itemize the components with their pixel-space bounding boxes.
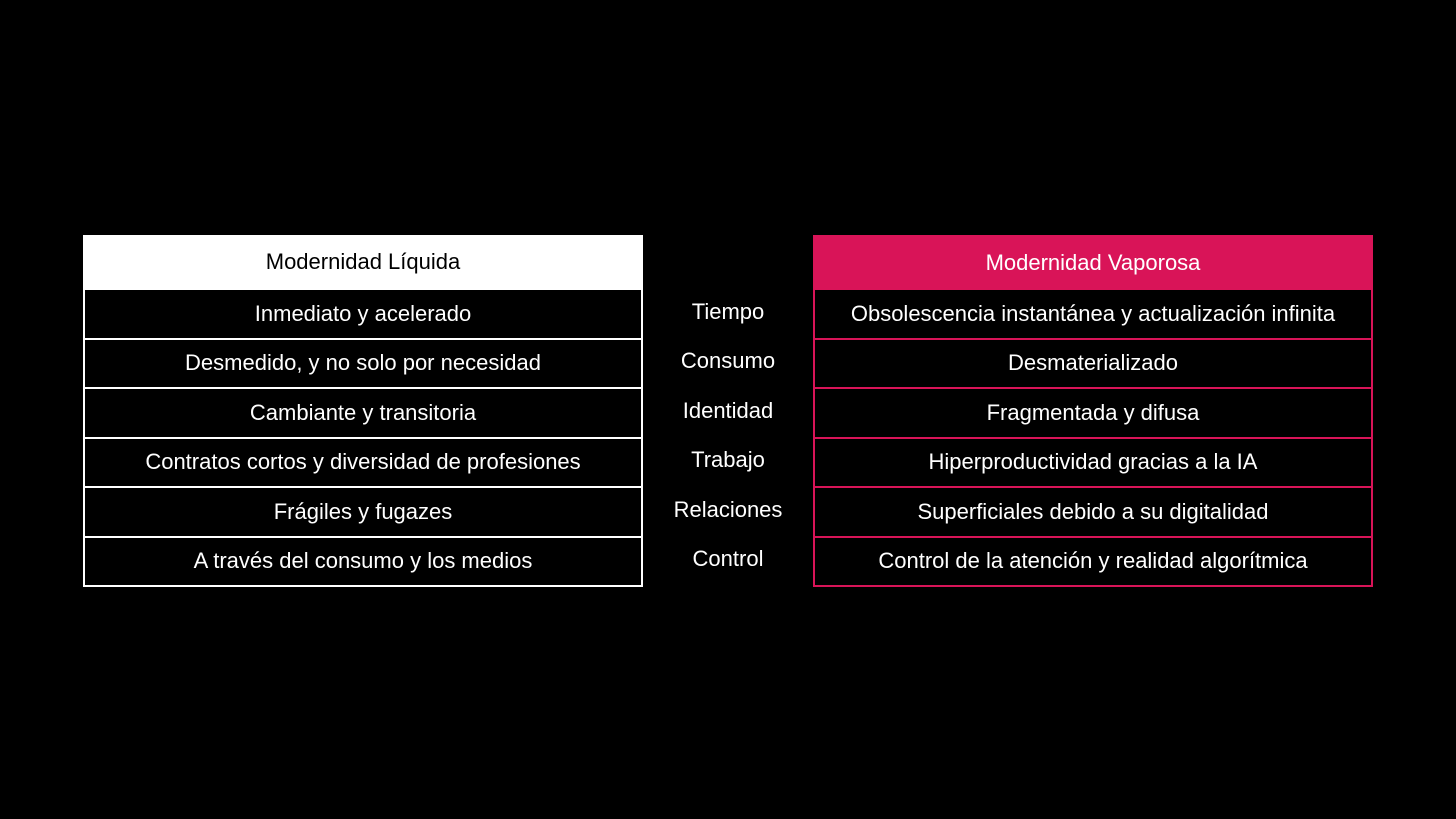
category-trabajo: Trabajo (691, 447, 765, 473)
category-spacer (643, 235, 813, 286)
category-control: Control (692, 546, 764, 572)
liquid-modernity-header: Modernidad Líquida (85, 237, 641, 288)
liquid-row-trabajo: Contratos cortos y diversidad de profesiones (85, 437, 641, 487)
vaporous-row-tiempo: Obsolescencia instantánea y actualización infinita (815, 288, 1371, 338)
vaporous-row-identidad: Fragmentada y difusa (815, 387, 1371, 437)
liquid-modernity-table (83, 235, 643, 587)
vaporous-modernity-header: Modernidad Vaporosa (815, 237, 1371, 288)
liquid-row-tiempo: Inmediato y acelerado (85, 288, 641, 338)
liquid-row-relaciones: Frágiles y fugazes (85, 486, 641, 536)
vaporous-row-trabajo: Hiperproductividad gracias a la IA (815, 437, 1371, 487)
liquid-row-control: A través del consumo y los medios (85, 536, 641, 586)
vaporous-row-relaciones: Superficiales debido a su digitalidad (815, 486, 1371, 536)
category-column (643, 235, 813, 583)
category-consumo: Consumo (680, 348, 776, 374)
category-relaciones: Relaciones (673, 496, 783, 522)
vaporous-modernity-table (813, 235, 1373, 587)
category-identidad: Identidad (682, 397, 774, 423)
vaporous-row-consumo: Desmaterializado (815, 338, 1371, 388)
vaporous-row-control: Control de la atención y realidad algorítmica (815, 536, 1371, 586)
liquid-row-consumo: Desmedido, y no solo por necesidad (85, 338, 641, 388)
liquid-row-identidad: Cambiante y transitoria (85, 387, 641, 437)
category-tiempo: Tiempo (691, 298, 765, 324)
